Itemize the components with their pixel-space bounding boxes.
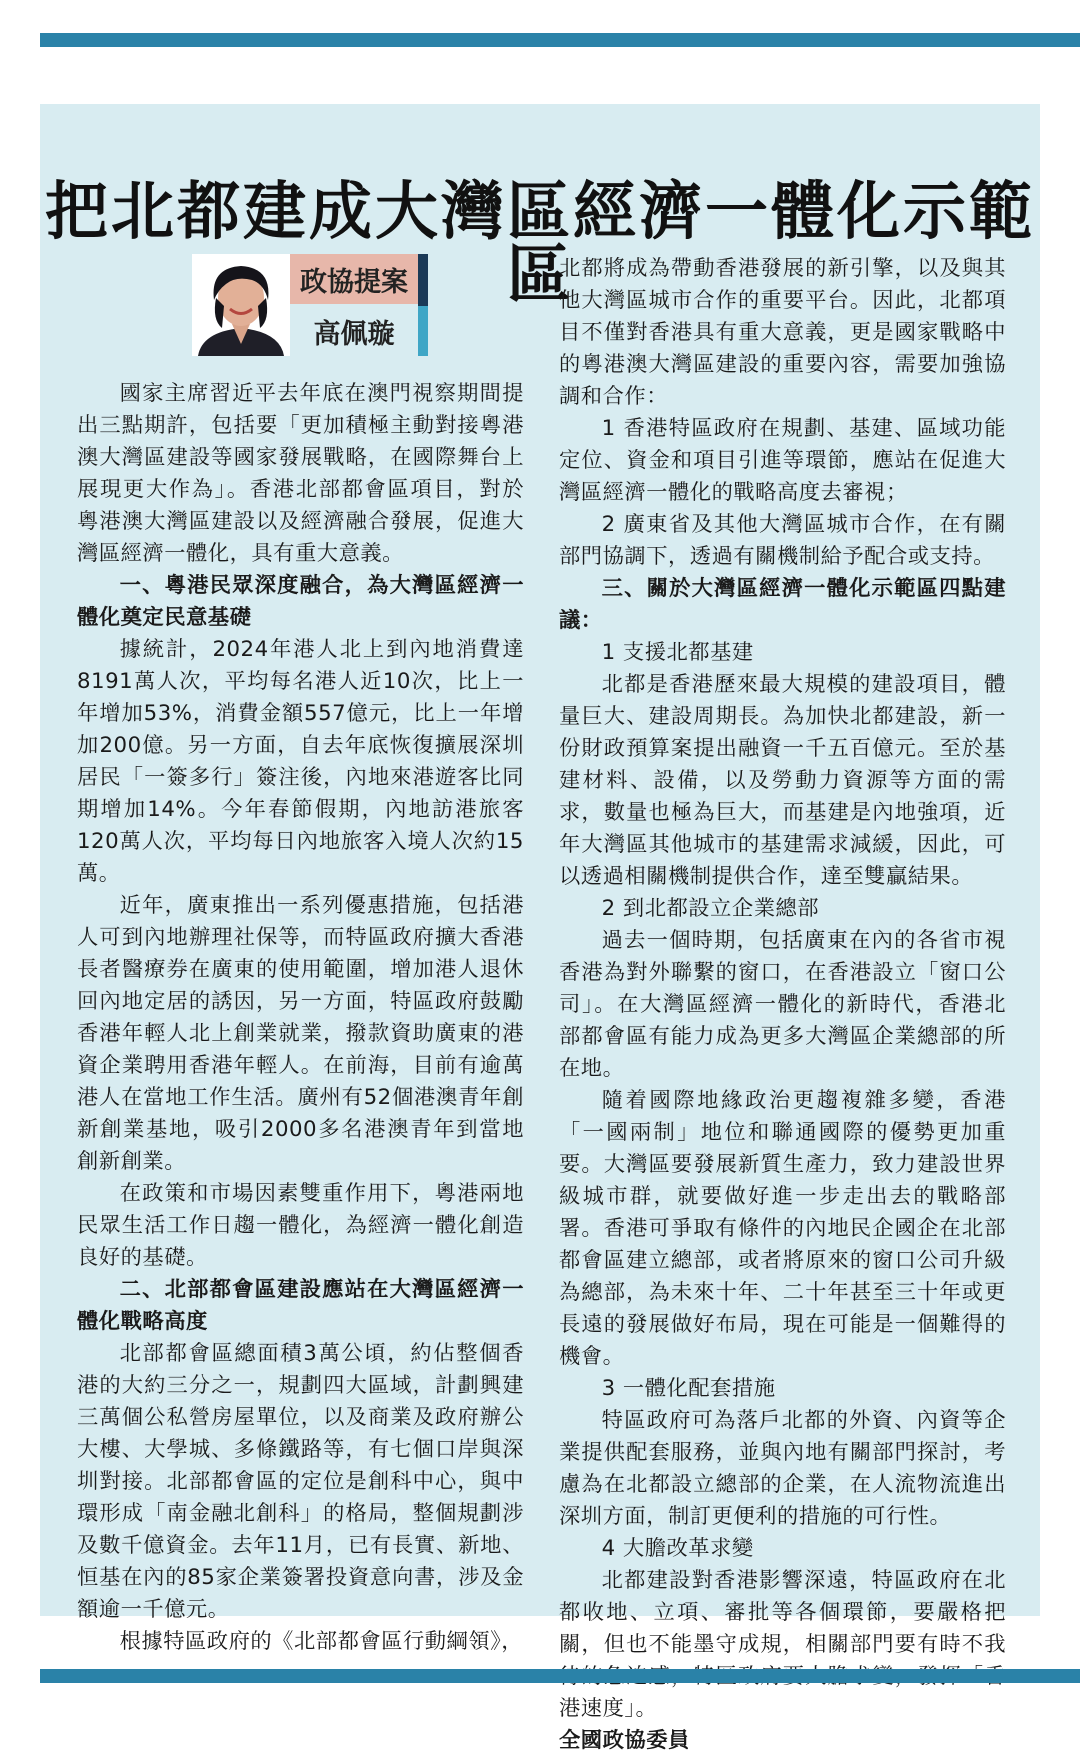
body-paragraph: 4 大膽改革求變 <box>601 1536 754 1561</box>
body-paragraph: 北都是香港歷來最大規模的建設項目，體量巨大、建設周期長。為加快北都建設，新一份財政預算案提出融資一千五百億元。至於基建材料、設備，以及勞動力資源等方面的需求，數量也極為巨大，而基建是內地強項，近年大灣區其他城市的基建需求減緩，因此，可以透過相關機制提供合作，達至雙贏結果。 <box>559 672 1006 889</box>
body-paragraph: 隨着國際地緣政治更趨複雜多變，香港「一國兩制」地位和聯通國際的優勢更加重要。大灣區要發展新質生產力，致力建設世界級城市群，就要做好進一步走出去的戰略部署。香港可爭取有條件的內地民企國企在北部都會區建立總部，或者將原來的窗口公司升級為總部，為未來十年、二十年甚至三十年或更長遠的發展做好布局，現在可能是一個難得的機會。 <box>559 1088 1006 1369</box>
section-heading: 三、關於大灣區經濟一體化示範區四點建議： <box>559 576 1006 633</box>
body-paragraph: 北都將成為帶動香港發展的新引擎，以及與其他大灣區城市合作的重要平台。因此，北都項目不僅對香港具有重大意義，更是國家戰略中的粵港澳大灣區建設的重要內容，需要加強協調和合作： <box>559 256 1006 409</box>
section-heading: 二、北部都會區建設應站在大灣區經濟一體化戰略高度 <box>77 1277 524 1334</box>
right-column <box>559 253 1006 1757</box>
headline: 把北都建成大灣區經濟一體化示範區 <box>45 175 1035 312</box>
byline-block <box>192 254 428 356</box>
tag-stripe-accent <box>418 306 428 356</box>
body-paragraph: 北部都會區總面積3萬公頃，約佔整個香港的大約三分之一，規劃四大區域，計劃興建三萬個公私營房屋單位，以及商業及政府辦公大樓、大學城、多條鐵路等，有七個口岸與深圳對接。北部都會區的定位是創科中心，與中環形成「南金融北創科」的格局，整個規劃涉及數千億資金。去年11月，已有長實、新地、恒基在內的85家企業簽署投資意向書，涉及金額逾一千億元。 <box>77 1341 524 1622</box>
body-paragraph: 2 到北都設立企業總部 <box>601 896 820 921</box>
body-paragraph: 特區政府可為落戶北都的外資、內資等企業提供配套服務，並與內地有關部門探討，考慮為在北都設立總部的企業，在人流物流進出深圳方面，制訂更便利的措施的可行性。 <box>559 1408 1006 1529</box>
body-paragraph: 過去一個時期，包括廣東在內的各省市視香港為對外聯繫的窗口，在香港設立「窗口公司」。在大灣區經濟一體化的新時代，香港北部都會區有能力成為更多大灣區企業總部的所在地。 <box>559 928 1006 1081</box>
bottom-rule <box>40 1669 1080 1683</box>
body-paragraph: 1 香港特區政府在規劃、基建、區域功能定位、資金和項目引進等環節，應站在促進大灣區經濟一體化的戰略高度去審視； <box>559 416 1006 505</box>
body-paragraph: 北都建設對香港影響深遠，特區政府在北都收地、立項、審批等各個環節，要嚴格把關，但也不能墨守成規，相關部門要有時不我 港速度」。 <box>559 1568 1006 1721</box>
body-paragraph: 2 廣東省及其他大灣區城市合作，在有關部門協調下，透過有關機制給予配合或支持。 <box>559 512 1006 569</box>
body-paragraph: 國家主席習近平去年底在澳門視察期間提出三點期許，包括要「更加積極主動對接粵港澳大灣區建設等國家發展戰略，在國際舞台上展現更大作為」。香港北部都會區項目，對於粵港澳大灣區建設以及經濟融合發展，促進大灣區經濟一體化，具有重大意義。 <box>77 381 524 566</box>
column-tag: 政協提案 <box>290 254 418 304</box>
body-paragraph: 根據特區政府的《北部都會區行動綱領》， <box>119 1629 524 1654</box>
top-rule <box>40 33 1080 47</box>
body-paragraph: 據統計，2024年港人北上到內地消費達8191萬人次，平均每名港人近10次，比上一年增加53%，消費金額557億元，比上一年增加200億。另一方面，自去年底恢復擴展深圳居民「一簽多行」簽注後，內地來港遊客比同期增加14%。今年春節假期，內地訪港旅客120萬人次，平均每日內地旅客入境人次約15萬。 <box>77 637 524 886</box>
body-paragraph: 3 一體化配套措施 <box>601 1376 776 1401</box>
section-heading: 一、粵港民眾深度融合，為大灣區經濟一體化奠定民意基礎 <box>77 573 524 630</box>
author-portrait-icon <box>192 254 290 356</box>
body-paragraph: 在政策和市場因素雙重作用下，粵港兩地民眾生活工作日趨一體化，為經濟一體化創造良好的基礎。 <box>77 1181 524 1270</box>
body-paragraph: 1 支援北都基建 <box>601 640 754 665</box>
body-paragraph: 近年，廣東推出一系列優惠措施，包括港人可到內地辦理社保等，而特區政府擴大香港長者醫療券在廣東的使用範圍，增加港人退休回內地定居的誘因，另一方面，特區政府鼓勵香港年輕人北上創業就業，撥款資助廣東的港資企業聘用香港年輕人。在前海，目前有逾萬港人在當地工作生活。廣州有52個港澳青年創新創業基地，吸引2000多名港澳青年到當地創新創業。 <box>77 893 524 1174</box>
author-title: 全國政協委員 <box>559 1728 690 1753</box>
author-name: 高佩璇 <box>290 306 418 356</box>
left-column <box>77 378 524 1658</box>
author-photo <box>192 254 290 356</box>
